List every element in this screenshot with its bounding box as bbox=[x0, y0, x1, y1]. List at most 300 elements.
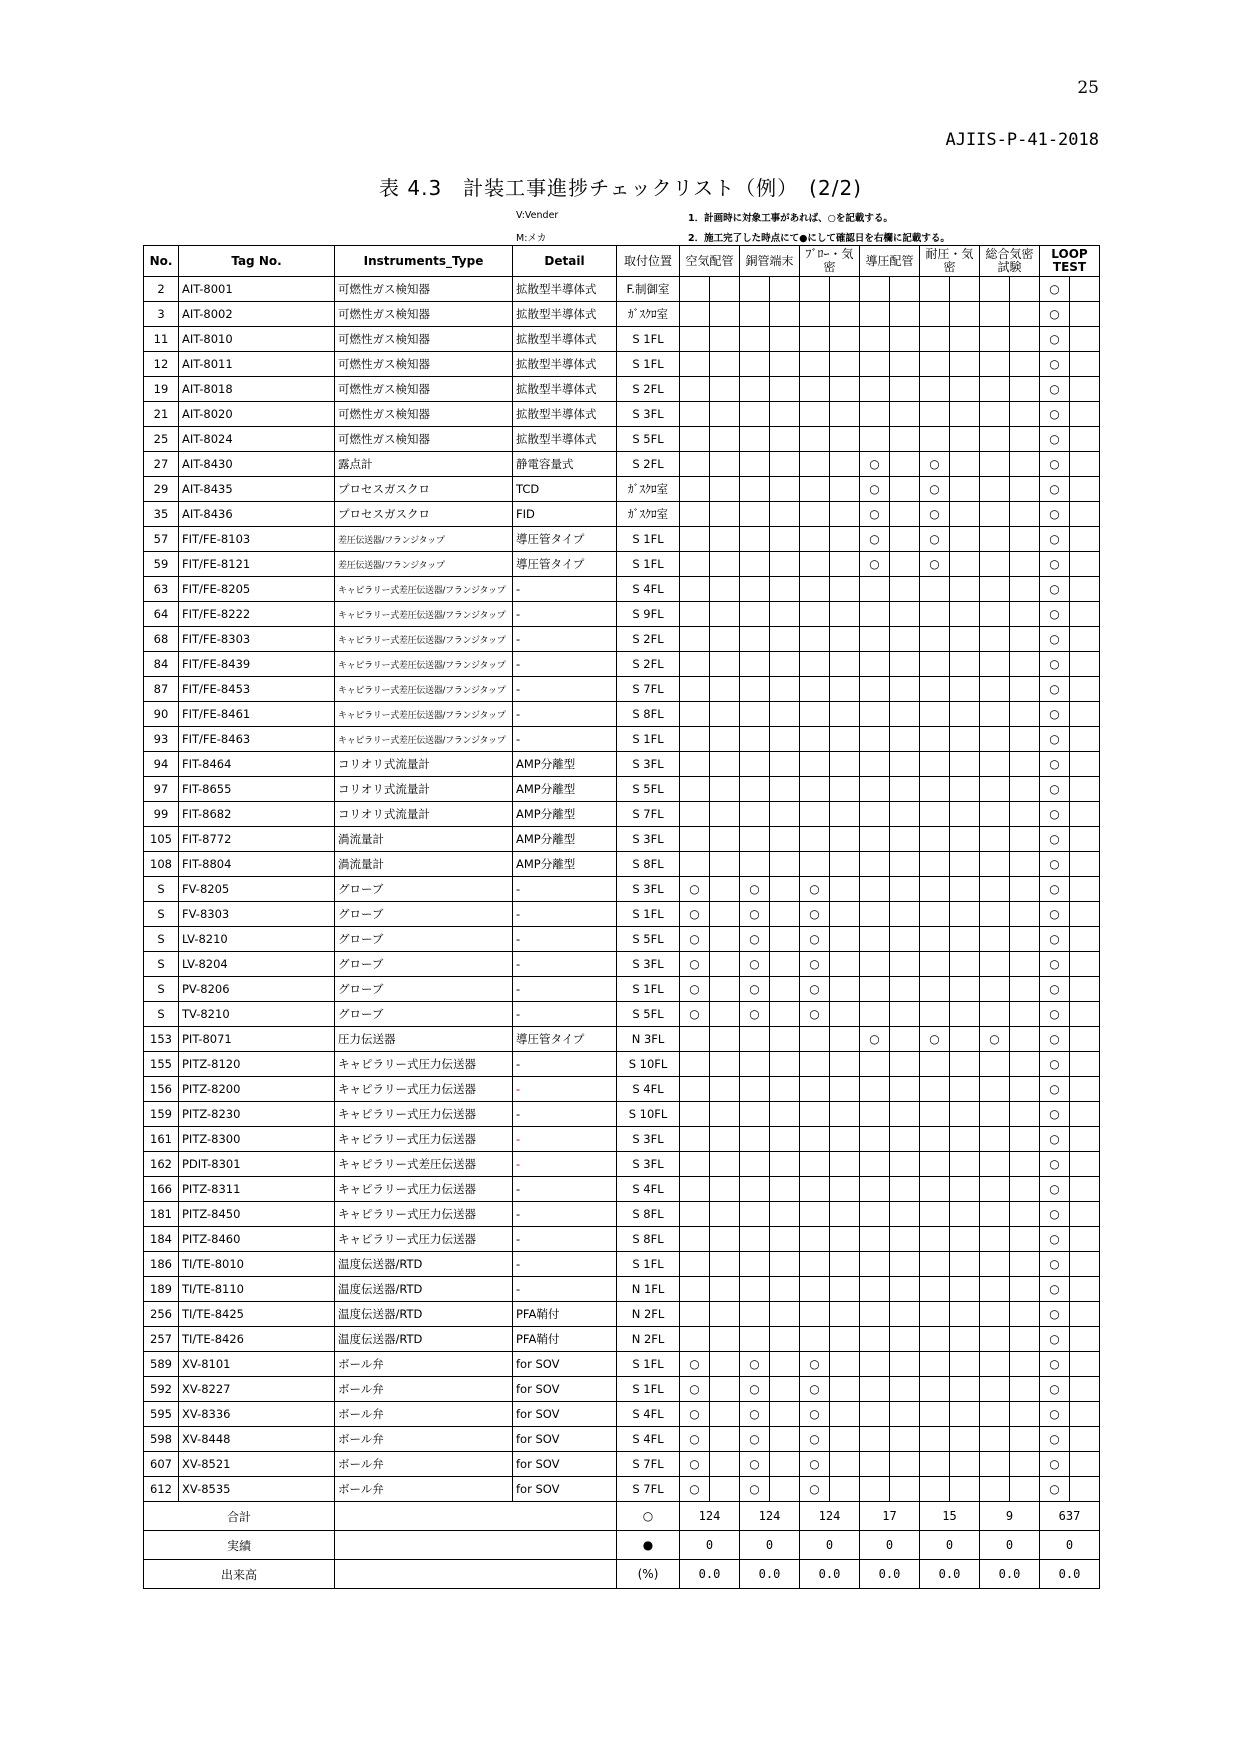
cell-location: S 1FL bbox=[617, 727, 680, 752]
check-mark: ○ bbox=[800, 927, 830, 952]
cell-no: 257 bbox=[144, 1327, 179, 1352]
table-row bbox=[144, 902, 1100, 927]
cell-type: キャピラリー式差圧伝送器/フランジタップ bbox=[335, 627, 513, 652]
date-cell bbox=[1070, 702, 1100, 727]
empty-cell bbox=[920, 352, 950, 377]
empty-cell bbox=[800, 1202, 830, 1227]
empty-cell bbox=[740, 402, 770, 427]
check-mark: ○ bbox=[680, 902, 710, 927]
date-cell bbox=[1010, 1052, 1040, 1077]
empty-cell bbox=[860, 302, 890, 327]
cell-location: S 4FL bbox=[617, 1177, 680, 1202]
empty-cell bbox=[680, 777, 710, 802]
table-row bbox=[144, 552, 1100, 577]
empty-cell bbox=[740, 702, 770, 727]
date-cell bbox=[710, 577, 740, 602]
empty-cell bbox=[740, 1152, 770, 1177]
date-cell bbox=[1010, 477, 1040, 502]
date-cell bbox=[710, 552, 740, 577]
date-cell bbox=[770, 1027, 800, 1052]
cell-type: グローブ bbox=[335, 927, 513, 952]
summary-value: 0 bbox=[740, 1531, 800, 1560]
empty-cell bbox=[860, 1327, 890, 1352]
date-cell bbox=[890, 927, 920, 952]
date-cell bbox=[770, 327, 800, 352]
summary-value: 0.0 bbox=[1040, 1560, 1100, 1589]
date-cell bbox=[1070, 302, 1100, 327]
cell-no: 161 bbox=[144, 1127, 179, 1152]
date-cell bbox=[770, 477, 800, 502]
check-mark: ○ bbox=[1040, 477, 1070, 502]
cell-type: キャピラリー式差圧伝送器 bbox=[335, 1152, 513, 1177]
empty-cell bbox=[920, 952, 950, 977]
check-mark: ○ bbox=[1040, 327, 1070, 352]
empty-cell bbox=[860, 1352, 890, 1377]
empty-cell bbox=[800, 1327, 830, 1352]
date-cell bbox=[770, 1052, 800, 1077]
summary-value: 0 bbox=[1040, 1531, 1100, 1560]
cell-detail: - bbox=[513, 1227, 617, 1252]
empty-cell bbox=[980, 1477, 1010, 1502]
empty-cell bbox=[980, 327, 1010, 352]
empty-cell bbox=[920, 602, 950, 627]
empty-cell bbox=[740, 502, 770, 527]
date-cell bbox=[890, 1077, 920, 1102]
cell-location: S 3FL bbox=[617, 1127, 680, 1152]
date-cell bbox=[1070, 1077, 1100, 1102]
date-cell bbox=[890, 1177, 920, 1202]
cell-type: 可燃性ガス検知器 bbox=[335, 352, 513, 377]
cell-tag: AIT-8002 bbox=[179, 302, 335, 327]
date-cell bbox=[950, 827, 980, 852]
date-cell bbox=[890, 627, 920, 652]
date-cell bbox=[830, 777, 860, 802]
empty-cell bbox=[800, 1027, 830, 1052]
empty-cell bbox=[680, 1052, 710, 1077]
date-cell bbox=[1070, 1177, 1100, 1202]
cell-detail: - bbox=[513, 1127, 617, 1152]
check-mark: ○ bbox=[1040, 652, 1070, 677]
date-cell bbox=[1070, 1002, 1100, 1027]
date-cell bbox=[1010, 1402, 1040, 1427]
empty-cell bbox=[860, 652, 890, 677]
cell-detail: 拡散型半導体式 bbox=[513, 277, 617, 302]
empty-cell bbox=[680, 552, 710, 577]
cell-type: 差圧伝送器/フランジタップ bbox=[335, 527, 513, 552]
check-mark: ○ bbox=[800, 1377, 830, 1402]
date-cell bbox=[950, 677, 980, 702]
date-cell bbox=[890, 302, 920, 327]
date-cell bbox=[710, 377, 740, 402]
empty-cell bbox=[680, 1027, 710, 1052]
empty-cell bbox=[920, 277, 950, 302]
date-cell bbox=[890, 1302, 920, 1327]
cell-tag: XV-8448 bbox=[179, 1427, 335, 1452]
cell-type: 可燃性ガス検知器 bbox=[335, 427, 513, 452]
cell-no: 3 bbox=[144, 302, 179, 327]
header-total-airtight-test: 総合気密試験 bbox=[980, 246, 1040, 277]
cell-no: 21 bbox=[144, 402, 179, 427]
empty-cell bbox=[800, 352, 830, 377]
date-cell bbox=[710, 877, 740, 902]
date-cell bbox=[830, 1052, 860, 1077]
table-row bbox=[144, 477, 1100, 502]
empty-cell bbox=[980, 527, 1010, 552]
empty-cell bbox=[860, 1202, 890, 1227]
empty-cell bbox=[860, 627, 890, 652]
cell-detail: - bbox=[513, 1002, 617, 1027]
empty-cell bbox=[740, 652, 770, 677]
summary-value: 0.0 bbox=[800, 1560, 860, 1589]
date-cell bbox=[950, 777, 980, 802]
date-cell bbox=[710, 952, 740, 977]
empty-cell bbox=[920, 802, 950, 827]
checklist-table bbox=[143, 245, 1100, 1589]
date-cell bbox=[770, 277, 800, 302]
check-mark: ○ bbox=[800, 1427, 830, 1452]
date-cell bbox=[830, 1427, 860, 1452]
empty-cell bbox=[800, 852, 830, 877]
date-cell bbox=[890, 702, 920, 727]
date-cell bbox=[1070, 502, 1100, 527]
date-cell bbox=[830, 327, 860, 352]
empty-cell bbox=[980, 952, 1010, 977]
check-mark: ○ bbox=[1040, 427, 1070, 452]
cell-tag: PIT-8071 bbox=[179, 1027, 335, 1052]
header-blow-airtight: ﾌﾞﾛｰ・気密 bbox=[800, 246, 860, 277]
document-id: AJIIS-P-41-2018 bbox=[945, 130, 1099, 150]
date-cell bbox=[770, 1227, 800, 1252]
table-row bbox=[144, 1302, 1100, 1327]
date-cell bbox=[950, 927, 980, 952]
empty-cell bbox=[980, 502, 1010, 527]
table-row bbox=[144, 627, 1100, 652]
empty-cell bbox=[920, 1102, 950, 1127]
empty-cell bbox=[860, 852, 890, 877]
date-cell bbox=[950, 427, 980, 452]
check-mark: ○ bbox=[800, 877, 830, 902]
cell-tag: FIT/FE-8303 bbox=[179, 627, 335, 652]
cell-location: S 1FL bbox=[617, 1377, 680, 1402]
date-cell bbox=[770, 1377, 800, 1402]
summary-value: 0.0 bbox=[860, 1560, 920, 1589]
empty-cell bbox=[920, 877, 950, 902]
check-mark: ○ bbox=[1040, 1177, 1070, 1202]
date-cell bbox=[830, 652, 860, 677]
empty-cell bbox=[920, 327, 950, 352]
check-mark: ○ bbox=[680, 1377, 710, 1402]
cell-location: S 5FL bbox=[617, 777, 680, 802]
empty-cell bbox=[980, 352, 1010, 377]
date-cell bbox=[830, 427, 860, 452]
date-cell bbox=[950, 1177, 980, 1202]
cell-detail: FID bbox=[513, 502, 617, 527]
date-cell bbox=[770, 1202, 800, 1227]
empty-cell bbox=[800, 1127, 830, 1152]
date-cell bbox=[1010, 1277, 1040, 1302]
empty-cell bbox=[980, 802, 1010, 827]
cell-location: S 8FL bbox=[617, 852, 680, 877]
cell-type: コリオリ式流量計 bbox=[335, 777, 513, 802]
date-cell bbox=[830, 1302, 860, 1327]
cell-location: S 1FL bbox=[617, 1252, 680, 1277]
empty-cell bbox=[680, 352, 710, 377]
date-cell bbox=[890, 577, 920, 602]
cell-type: キャピラリー式圧力伝送器 bbox=[335, 1052, 513, 1077]
empty-cell bbox=[980, 1077, 1010, 1102]
date-cell bbox=[1070, 1277, 1100, 1302]
empty-cell bbox=[980, 1302, 1010, 1327]
date-cell bbox=[770, 577, 800, 602]
empty-cell bbox=[680, 1127, 710, 1152]
cell-no: 166 bbox=[144, 1177, 179, 1202]
empty-cell bbox=[860, 402, 890, 427]
date-cell bbox=[950, 1377, 980, 1402]
date-cell bbox=[710, 427, 740, 452]
empty-cell bbox=[740, 777, 770, 802]
check-mark: ○ bbox=[1040, 1302, 1070, 1327]
empty-cell bbox=[920, 827, 950, 852]
check-mark: ○ bbox=[1040, 1452, 1070, 1477]
date-cell bbox=[1070, 1252, 1100, 1277]
cell-tag: FIT/FE-8463 bbox=[179, 727, 335, 752]
empty-cell bbox=[860, 1427, 890, 1452]
date-cell bbox=[830, 877, 860, 902]
date-cell bbox=[770, 952, 800, 977]
table-row bbox=[144, 777, 1100, 802]
check-mark: ○ bbox=[1040, 877, 1070, 902]
empty-cell bbox=[800, 552, 830, 577]
check-mark: ○ bbox=[1040, 1102, 1070, 1127]
date-cell bbox=[1010, 402, 1040, 427]
empty-cell bbox=[800, 1252, 830, 1277]
date-cell bbox=[830, 452, 860, 477]
cell-tag: FV-8205 bbox=[179, 877, 335, 902]
empty-cell bbox=[860, 602, 890, 627]
empty-cell bbox=[980, 552, 1010, 577]
empty-cell bbox=[680, 602, 710, 627]
date-cell bbox=[710, 1277, 740, 1302]
date-cell bbox=[710, 752, 740, 777]
check-mark: ○ bbox=[740, 977, 770, 1002]
empty-cell bbox=[800, 502, 830, 527]
empty-cell bbox=[920, 577, 950, 602]
cell-no: 63 bbox=[144, 577, 179, 602]
check-mark: ○ bbox=[1040, 777, 1070, 802]
date-cell bbox=[1010, 1127, 1040, 1152]
cell-detail: 拡散型半導体式 bbox=[513, 352, 617, 377]
date-cell bbox=[1010, 327, 1040, 352]
date-cell bbox=[770, 1152, 800, 1177]
cell-tag: FIT/FE-8121 bbox=[179, 552, 335, 577]
empty-cell bbox=[860, 427, 890, 452]
check-mark: ○ bbox=[1040, 1052, 1070, 1077]
date-cell bbox=[890, 1377, 920, 1402]
date-cell bbox=[710, 677, 740, 702]
date-cell bbox=[1010, 1477, 1040, 1502]
date-cell bbox=[770, 852, 800, 877]
date-cell bbox=[1010, 377, 1040, 402]
empty-cell bbox=[980, 977, 1010, 1002]
empty-cell bbox=[860, 977, 890, 1002]
empty-cell bbox=[740, 1177, 770, 1202]
empty-cell bbox=[860, 1177, 890, 1202]
date-cell bbox=[830, 802, 860, 827]
empty-cell bbox=[800, 652, 830, 677]
header-copper-tube: 銅管端末 bbox=[740, 246, 800, 277]
cell-detail: - bbox=[513, 877, 617, 902]
empty-cell bbox=[860, 877, 890, 902]
date-cell bbox=[950, 577, 980, 602]
empty-cell bbox=[740, 1027, 770, 1052]
empty-cell bbox=[980, 902, 1010, 927]
date-cell bbox=[1070, 927, 1100, 952]
empty-cell bbox=[920, 1127, 950, 1152]
summary-value: 0.0 bbox=[920, 1560, 980, 1589]
date-cell bbox=[770, 702, 800, 727]
date-cell bbox=[830, 377, 860, 402]
date-cell bbox=[950, 1277, 980, 1302]
date-cell bbox=[770, 527, 800, 552]
cell-location: N 2FL bbox=[617, 1302, 680, 1327]
empty-cell bbox=[680, 452, 710, 477]
date-cell bbox=[890, 877, 920, 902]
empty-cell bbox=[740, 727, 770, 752]
empty-cell bbox=[740, 1102, 770, 1127]
date-cell bbox=[1070, 852, 1100, 877]
date-cell bbox=[950, 877, 980, 902]
cell-location: S 1FL bbox=[617, 527, 680, 552]
date-cell bbox=[1070, 877, 1100, 902]
date-cell bbox=[950, 627, 980, 652]
date-cell bbox=[830, 1352, 860, 1377]
cell-location: N 2FL bbox=[617, 1327, 680, 1352]
date-cell bbox=[890, 502, 920, 527]
empty-cell bbox=[980, 877, 1010, 902]
date-cell bbox=[890, 652, 920, 677]
cell-detail: AMP分離型 bbox=[513, 852, 617, 877]
date-cell bbox=[1010, 1377, 1040, 1402]
cell-type: 温度伝送器/RTD bbox=[335, 1252, 513, 1277]
date-cell bbox=[830, 1227, 860, 1252]
date-cell bbox=[830, 402, 860, 427]
cell-detail: - bbox=[513, 902, 617, 927]
cell-location: S 8FL bbox=[617, 1202, 680, 1227]
empty-cell bbox=[740, 1202, 770, 1227]
table-row bbox=[144, 277, 1100, 302]
cell-location: S 4FL bbox=[617, 1427, 680, 1452]
date-cell bbox=[890, 1227, 920, 1252]
empty-cell bbox=[860, 1077, 890, 1102]
cell-detail: - bbox=[513, 1252, 617, 1277]
empty-cell bbox=[800, 777, 830, 802]
date-cell bbox=[1070, 1477, 1100, 1502]
header-impulse-piping: 導圧配管 bbox=[860, 246, 920, 277]
table-row bbox=[144, 727, 1100, 752]
empty-cell bbox=[800, 402, 830, 427]
date-cell bbox=[770, 977, 800, 1002]
check-mark: ○ bbox=[740, 952, 770, 977]
check-mark: ○ bbox=[1040, 902, 1070, 927]
empty-cell bbox=[800, 1102, 830, 1127]
cell-detail: - bbox=[513, 1077, 617, 1102]
date-cell bbox=[1010, 852, 1040, 877]
check-mark: ○ bbox=[1040, 1002, 1070, 1027]
cell-location: S 5FL bbox=[617, 1002, 680, 1027]
cell-type: ボール弁 bbox=[335, 1377, 513, 1402]
summary-actual-label: 実績 bbox=[144, 1531, 335, 1560]
empty-cell bbox=[800, 677, 830, 702]
cell-tag: TI/TE-8110 bbox=[179, 1277, 335, 1302]
date-cell bbox=[890, 1152, 920, 1177]
empty-cell bbox=[680, 727, 710, 752]
table-row bbox=[144, 827, 1100, 852]
date-cell bbox=[1010, 752, 1040, 777]
date-cell bbox=[950, 727, 980, 752]
empty-cell bbox=[680, 527, 710, 552]
date-cell bbox=[1070, 377, 1100, 402]
empty-cell bbox=[800, 477, 830, 502]
empty-cell bbox=[740, 677, 770, 702]
empty-cell bbox=[920, 1377, 950, 1402]
cell-detail: - bbox=[513, 727, 617, 752]
date-cell bbox=[710, 1002, 740, 1027]
table-row bbox=[144, 602, 1100, 627]
check-mark: ○ bbox=[740, 1452, 770, 1477]
summary-value: 0.0 bbox=[680, 1560, 740, 1589]
date-cell bbox=[950, 1052, 980, 1077]
check-mark: ○ bbox=[740, 877, 770, 902]
date-cell bbox=[710, 852, 740, 877]
date-cell bbox=[1070, 1452, 1100, 1477]
empty-cell bbox=[680, 702, 710, 727]
cell-tag: AIT-8011 bbox=[179, 352, 335, 377]
check-mark: ○ bbox=[1040, 752, 1070, 777]
date-cell bbox=[890, 1402, 920, 1427]
empty-cell bbox=[680, 1252, 710, 1277]
empty-cell bbox=[980, 427, 1010, 452]
date-cell bbox=[1070, 1302, 1100, 1327]
date-cell bbox=[890, 1052, 920, 1077]
summary-actual-row bbox=[144, 1531, 1100, 1560]
date-cell bbox=[1010, 602, 1040, 627]
date-cell bbox=[830, 677, 860, 702]
empty-cell bbox=[860, 1102, 890, 1127]
empty-cell bbox=[860, 352, 890, 377]
cell-detail: - bbox=[513, 1152, 617, 1177]
empty-cell bbox=[800, 752, 830, 777]
table-row bbox=[144, 1252, 1100, 1277]
empty-cell bbox=[800, 802, 830, 827]
empty-cell bbox=[860, 1152, 890, 1177]
cell-type: 可燃性ガス検知器 bbox=[335, 377, 513, 402]
empty-cell bbox=[920, 1302, 950, 1327]
cell-detail: - bbox=[513, 1052, 617, 1077]
cell-detail: 拡散型半導体式 bbox=[513, 402, 617, 427]
empty-cell bbox=[980, 1252, 1010, 1277]
header-loop-test: LOOP TEST bbox=[1040, 246, 1100, 277]
empty-cell bbox=[680, 1327, 710, 1352]
date-cell bbox=[890, 852, 920, 877]
empty-cell bbox=[980, 1127, 1010, 1152]
empty-cell bbox=[860, 1227, 890, 1252]
table-row bbox=[144, 677, 1100, 702]
cell-location: S 2FL bbox=[617, 652, 680, 677]
date-cell bbox=[890, 1252, 920, 1277]
empty-cell bbox=[980, 1377, 1010, 1402]
date-cell bbox=[710, 277, 740, 302]
empty-cell bbox=[680, 302, 710, 327]
